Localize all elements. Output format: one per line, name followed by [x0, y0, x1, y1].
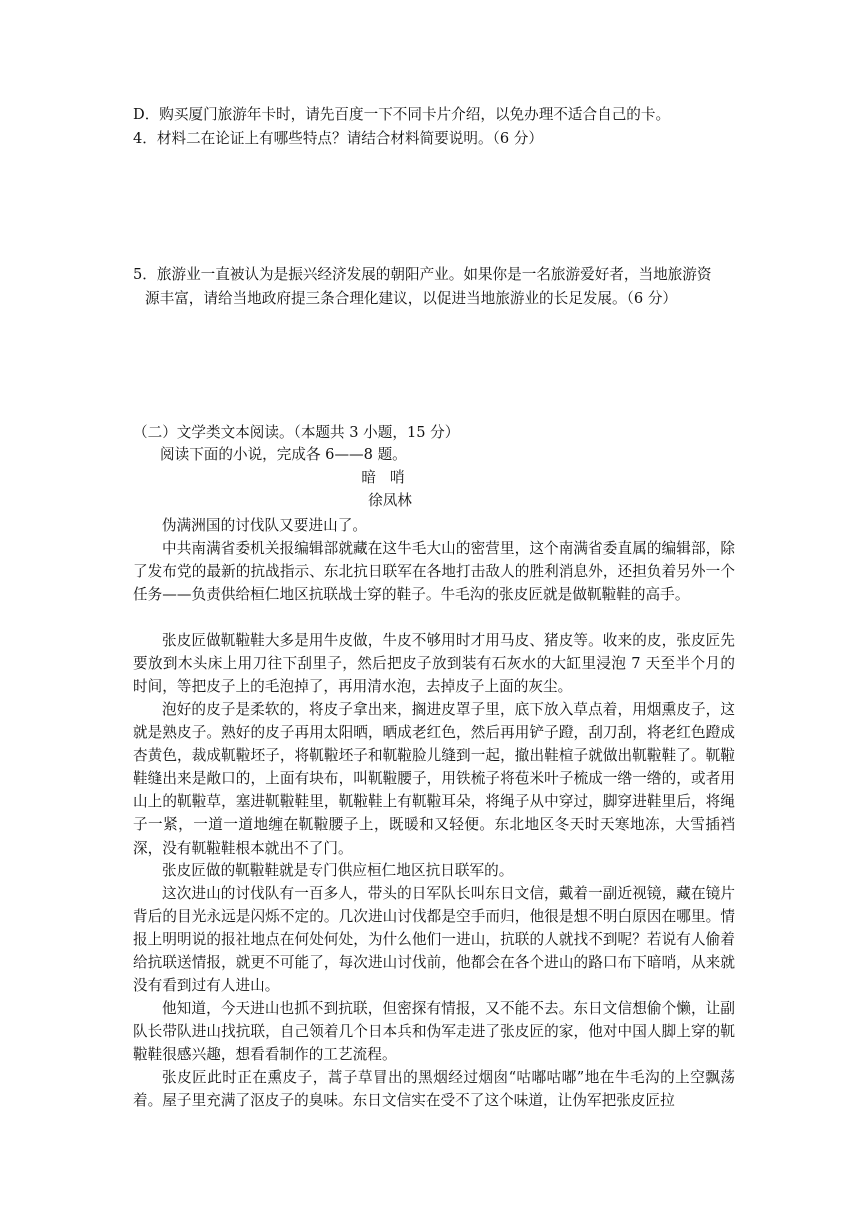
question-4: 4．材料二在论证上有哪些特点？请结合材料简要说明。（6 分） — [133, 130, 543, 147]
reading-instruction: 阅读下面的小说，完成各 6——8 题。 — [160, 446, 407, 463]
question-5-line-1: 5．旅游业一直被认为是振兴经济发展的朝阳产业。如果你是一名旅游爱好者，当地旅游资 — [133, 266, 712, 283]
question-5-line-2: 源丰富，请给当地政府提三条合理化建议，以促进当地旅游业的长足发展。（6 分） — [145, 290, 678, 307]
option-d: D．购买厦门旅游年卡时，请先百度一下不同卡片介绍，以免办理不适合自己的卡。 — [133, 106, 671, 123]
story-paragraph-7: 他知道，今天进山也抓不到抗联，但密探有情报，又不能不去。东日文信想偷个懒，让副队长带队进山找抗联，自己领着几个日本兵和伪军走进了张皮匠的家，他对中国人脚上穿的靰鞡鞋很感兴趣，想看看制作的工艺流程。 — [133, 1000, 735, 1064]
story-paragraph-1: 伪满洲国的讨伐队又要进山了。 — [162, 517, 368, 534]
story-title: 暗哨 — [361, 469, 419, 486]
story-paragraph-6: 这次进山的讨伐队有一百多人，带头的日军队长叫东日文信，戴着一副近视镜，藏在镜片背后的目光永远是闪烁不定的。几次进山讨伐都是空手而归，他很是想不明白原因在哪里。情报上明明说的报社地点在何处何处，为什么他们一进山，抗联的人就找不到呢？若说有人偷着给抗联送情报，就更不可能了，每次进山讨伐前，他都会在各个进山的路口布下暗哨，从来就没有看到过有人进山。 — [133, 885, 735, 995]
story-paragraph-4: 泡好的皮子是柔软的，将皮子拿出来，搁进皮罩子里，底下放入草点着，用烟熏皮子，这就是熟皮子。熟好的皮子再用太阳晒，晒成老红色，然后再用铲子蹬，刮刀刮，将老红色蹬成杏黄色，裁成靰鞡坯子，将靰鞡坯子和靰鞡脸儿缝到一起，撤出鞋楦子就做出靰鞡鞋了。靰鞡鞋缝出来是敞口的，上面有块布，叫靰鞡腰子，用铁梳子将苞米叶子梳成一绺一绺的，或者用山上的靰鞡草，塞进靰鞡鞋里，靰鞡鞋上有靰鞡耳朵，将绳子从中穿过，脚穿进鞋里后，将绳子一紧，一道一道地缠在靰鞡腰子上，既暖和又轻便。东北地区冬天时天寒地冻，大雪插裆深，没有靰鞡鞋根本就出不了门。 — [133, 701, 735, 857]
story-paragraph-5: 张皮匠做的靰鞡鞋就是专门供应桓仁地区抗日联军的。 — [162, 862, 514, 879]
section-heading: （二）文学类文本阅读。（本题共 3 小题，15 分） — [133, 424, 460, 441]
story-paragraph-3: 张皮匠做靰鞡鞋大多是用牛皮做，牛皮不够用时才用马皮、猪皮等。收来的皮，张皮匠先要放到木头床上用刀往下刮里子，然后把皮子放到装有石灰水的大缸里浸泡 7 天至半个月的时间，等把皮子上的毛泡掉了，再用清水泡，去掉皮子上面的灰尘。 — [133, 632, 735, 696]
story-paragraph-2: 中共南满省委机关报编辑部就藏在这牛毛大山的密营里，这个南满省委直属的编辑部，除了发布党的最新的抗战指示、东北抗日联军在各地打击敌人的胜利消息外，还担负着另外一个任务——负责供给桓仁地区抗联战士穿的鞋子。牛毛沟的张皮匠就是做靰鞡鞋的高手。 — [133, 540, 735, 604]
story-author: 徐凤林 — [368, 492, 412, 509]
story-paragraph-8: 张皮匠此时正在熏皮子，蒿子草冒出的黑烟经过烟囱“咕嘟咕嘟”地在牛毛沟的上空飘荡着。屋子里充满了沤皮子的臭味。东日文信实在受不了这个味道，让伪军把张皮匠拉 — [133, 1069, 735, 1110]
